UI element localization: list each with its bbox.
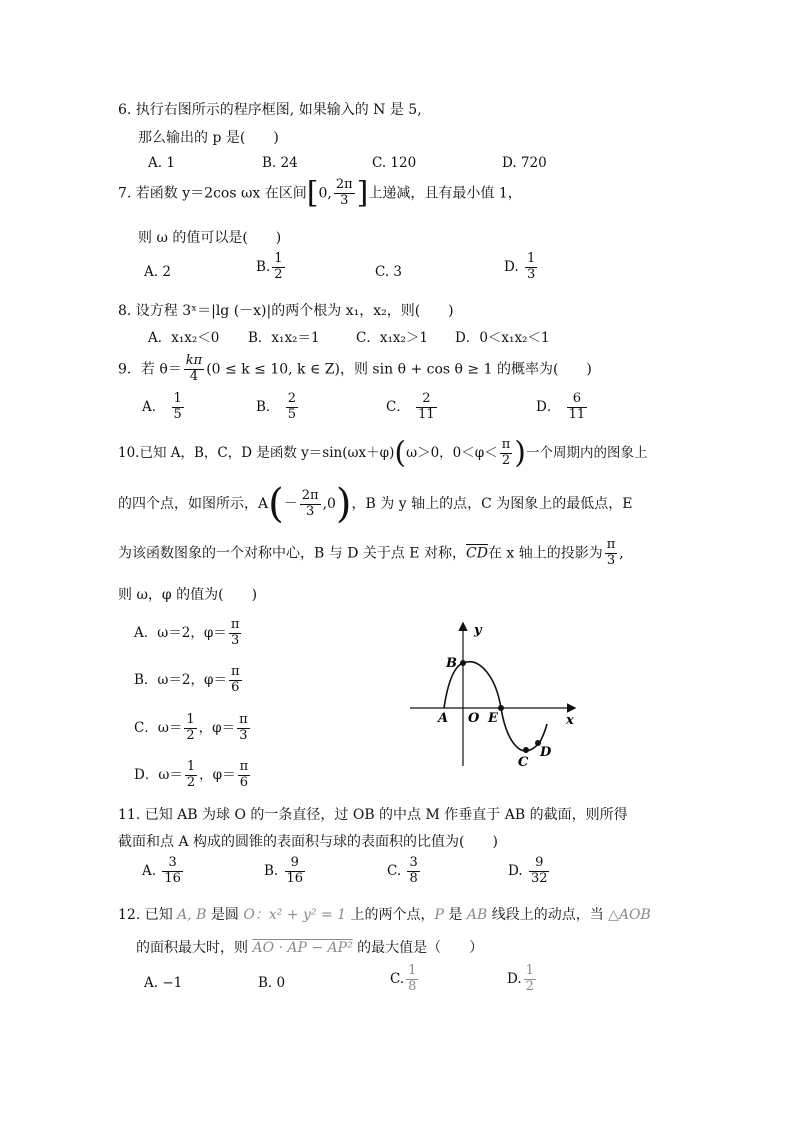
point-c: [523, 747, 529, 753]
q10-vector-cd: $\overline{CD}$: [465, 545, 488, 562]
q7-line-2: 则 ω 的值可以是( ): [138, 230, 282, 246]
label-a: A: [438, 711, 449, 726]
q6-option-a: A. 1: [148, 155, 175, 171]
q8-option-a: A．x₁x₂＜0: [148, 330, 220, 346]
label-o: O: [468, 711, 480, 726]
q7-option-a: A. 2: [144, 264, 171, 280]
q10-option-c: C．ω＝ $\frac{1}{2}$ ，φ＝ $\frac{\pi}{3}$: [134, 712, 248, 743]
q10-line-1: 10.已知 A，B，C，D 是函数 y＝sin(ωx＋φ)(ω＞0，0＜φ＜ $\frac{\pi}{2}$ )一个周期内的图象上: [118, 435, 648, 471]
q6-line-2: 那么输出的 p 是( ): [138, 130, 279, 146]
q7-suffix: 上递减，且有最小值 1，: [368, 185, 522, 202]
q7-interval-fraction: $\frac{2\pi}{3}$: [335, 177, 353, 208]
q12-vector-expression: AO · AP − AP²: [252, 940, 353, 956]
q6-line-1: 6. 执行右图所示的程序框图, 如果输入的 N 是 5,: [118, 102, 422, 118]
label-y: y: [474, 623, 482, 638]
q12-line-1: 12. 已知 A, B 是圆 O：x² + y² = 1 上的两个点，P 是 AB 线段上的动点，当 △AOB: [118, 907, 651, 923]
q10-line-4: 则 ω，φ 的值为( ): [118, 587, 258, 603]
q7-line-1: 7. 若函数 y＝2cos ωx 在区间[0, $\frac{2\pi}{3}$ ]上递减，且有最小值 1，: [118, 175, 522, 211]
q11-option-d: D. $\frac{9}{32}$: [508, 855, 548, 886]
q12-option-b: B. 0: [258, 975, 286, 991]
sine-curve: [444, 662, 547, 751]
q12-option-a: A. −1: [144, 975, 183, 991]
q10-option-d: D．ω＝ $\frac{1}{2}$ ，φ＝ $\frac{\pi}{6}$: [134, 759, 249, 790]
point-b: [460, 660, 466, 666]
q8-line-1: 8. 设方程 3ˣ＝|lg (－x)|的两个根为 x₁，x₂，则( ): [118, 303, 454, 319]
q9-option-b: B． $\frac{2}{5}$: [256, 391, 296, 422]
label-c: C: [518, 755, 529, 770]
q7-option-c: C. 3: [375, 264, 403, 280]
q11-option-c: C. $\frac{3}{8}$: [387, 855, 418, 886]
label-x: x: [566, 713, 574, 728]
q12-option-d: D. $\frac{1}{2}$: [507, 963, 534, 994]
q10-option-b: B．ω＝2，φ＝ $\frac{\pi}{6}$: [134, 664, 240, 695]
q9-option-a: A． $\frac{1}{5}$: [142, 391, 182, 422]
label-b: B: [446, 656, 457, 671]
q6-option-b: B. 24: [262, 155, 298, 171]
q10-sine-graph: [406, 620, 586, 780]
q7-option-b: B. $\frac{1}{2}$: [256, 251, 283, 282]
q8-option-c: C．x₁x₂＞1: [356, 330, 428, 346]
q10-line-3: 为该函数图象的一个对称中心，B 与 D 关于点 E 对称，$\overline{CD}$在 x 轴上的投影为 $\frac{\pi}{3}$ ,: [118, 537, 624, 568]
q8-option-b: B．x₁x₂＝1: [248, 330, 320, 346]
q12-line-2: 的面积最大时，则 AO · AP − AP² 的最大值是（ ）: [136, 940, 484, 956]
q11-line-1: 11. 已知 AB 为球 O 的一条直径，过 OB 的中点 M 作垂直于 AB 的截面，则所得: [118, 807, 628, 823]
point-e: [498, 705, 504, 711]
q11-option-a: A. $\frac{3}{16}$: [142, 855, 181, 886]
q9-theta-fraction: $\frac{k\pi}{4}$: [185, 353, 203, 384]
q6-option-c: C. 120: [372, 155, 417, 171]
q9-option-d: D． $\frac{6}{11}$: [536, 391, 586, 422]
label-e: E: [488, 711, 498, 726]
q10-line-2: 的四个点，如图所示，A(－ $\frac{2\pi}{3}$ ,0)，B 为 y 轴上的点，C 为图象上的最低点，E: [118, 481, 633, 527]
q12-option-c: C. $\frac{1}{8}$: [390, 963, 417, 994]
q11-line-2: 截面和点 A 构成的圆锥的表面积与球的表面积的比值为( ): [118, 834, 498, 850]
label-d: D: [540, 745, 552, 760]
q7-prefix: 7. 若函数 y＝2cos ωx 在区间: [118, 185, 307, 202]
q11-option-b: B. $\frac{9}{16}$: [264, 855, 304, 886]
q10-option-a: A．ω＝2，φ＝ $\frac{\pi}{3}$: [134, 617, 240, 648]
q9-line-1: 9．若 θ＝ $\frac{k\pi}{4}$ (0 ≤ k ≤ 10, k ∈ Z)，则 sin θ + cos θ ≥ 1 的概率为( ): [118, 353, 592, 384]
q7-option-d: D. $\frac{1}{3}$: [504, 251, 536, 282]
q8-option-d: D．0＜x₁x₂＜1: [455, 330, 550, 346]
q9-option-c: C． $\frac{2}{11}$: [386, 391, 435, 422]
q6-option-d: D. 720: [502, 155, 547, 171]
q7-interval-left: 0,: [318, 185, 332, 202]
